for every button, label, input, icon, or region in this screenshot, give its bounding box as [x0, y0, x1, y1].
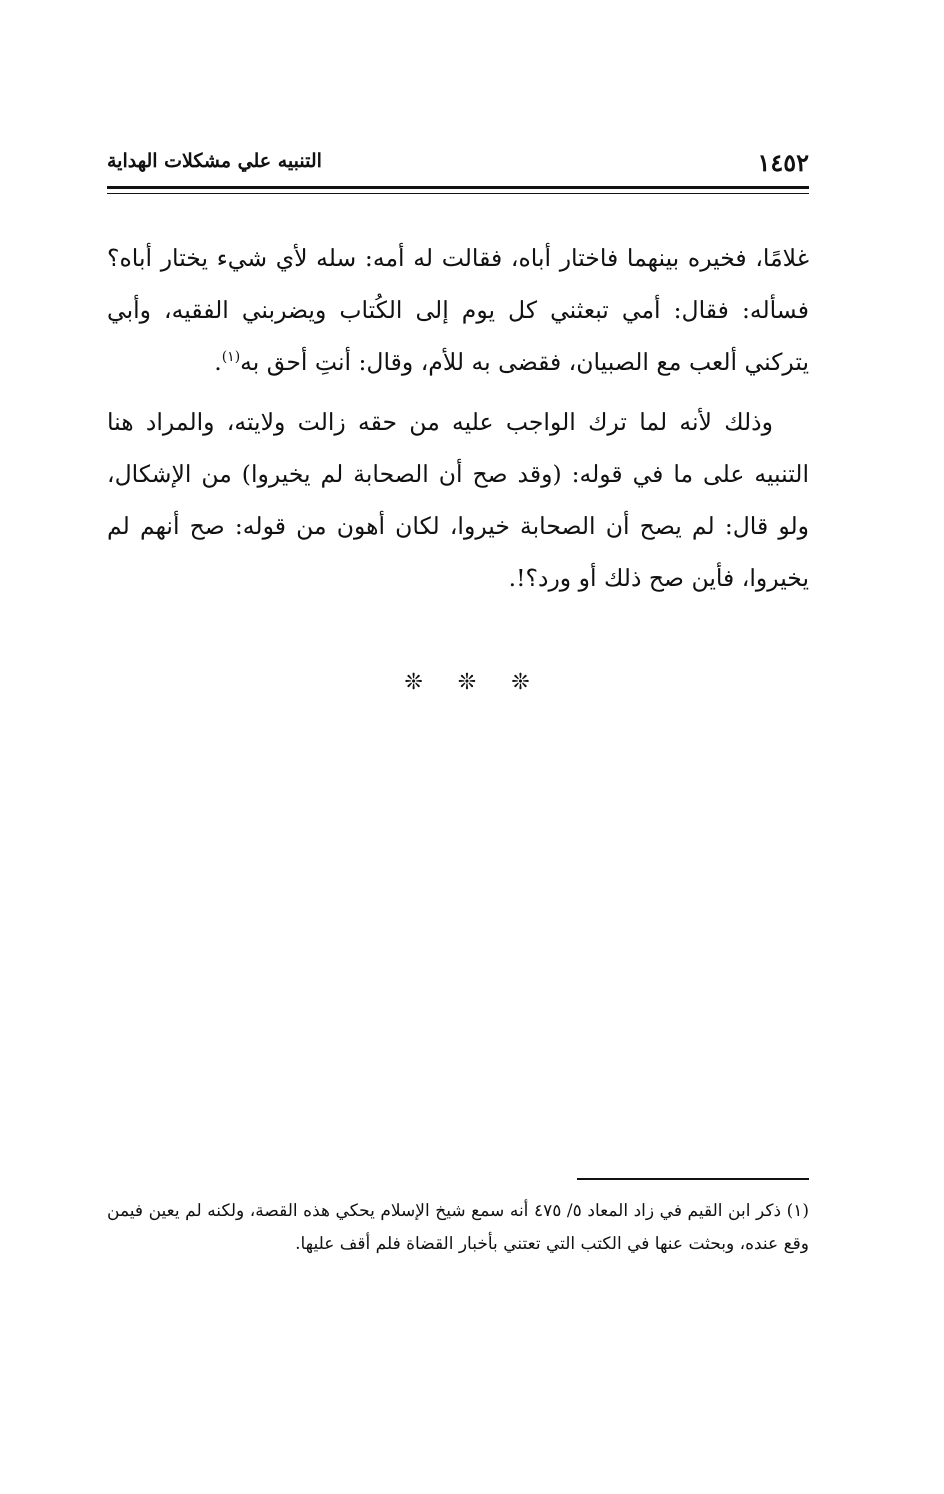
star-icon: ❊: [511, 670, 540, 695]
main-text: [107, 232, 809, 604]
section-separator: [0, 670, 944, 695]
page-number: ١٤٥٢: [757, 148, 809, 177]
footnote-rule: [577, 1178, 809, 1180]
footnote: (١) ذكر ابن القيم في زاد المعاد ٥/ ٤٧٥ أنه سمع شيخ الإسلام يحكي هذه القصة، ولكنه لم يعين فيمن وقع عنده، وبحثت عنها في الكتب التي تعتني بأخبار القضاة فلم أقف عليها.: [107, 1201, 810, 1254]
header-rule-thick: [107, 186, 809, 189]
paragraph-1-text: غلامًا، فخيره بينهما فاختار أباه، فقالت له أمه: سله لأي شيء يختار أباه؟ فسأله: فقال: أمي تبعثني كل يوم إلى الكُتاب ويضربني الفقيه، وأبي يتركني ألعب مع الصبيان، فقضى به للأم، وقال: أنتِ أحق به: [107, 244, 809, 376]
paragraph-2: وذلك لأنه لما ترك الواجب عليه من حقه زالت ولايته، والمراد هنا التنبيه على ما في قوله: (وقد صح أن الصحابة لم يخيروا) من الإشكال، ولو قال: لم يصح أن الصحابة خيروا، لكان أهون من قوله: صح أنهم لم يخيروا، فأين صح ذلك أو ورد؟!.: [107, 408, 809, 592]
footnote-reference[interactable]: (١): [221, 349, 241, 366]
paragraph-1: [107, 232, 809, 388]
paragraph-1-end: .: [214, 348, 222, 376]
star-icon: ❊: [404, 670, 433, 695]
header-rule-thin: [107, 193, 809, 194]
page-header: [107, 148, 809, 182]
star-icon: ❊: [457, 670, 487, 695]
running-title: التنبيه علي مشكلات الهداية: [107, 150, 322, 172]
